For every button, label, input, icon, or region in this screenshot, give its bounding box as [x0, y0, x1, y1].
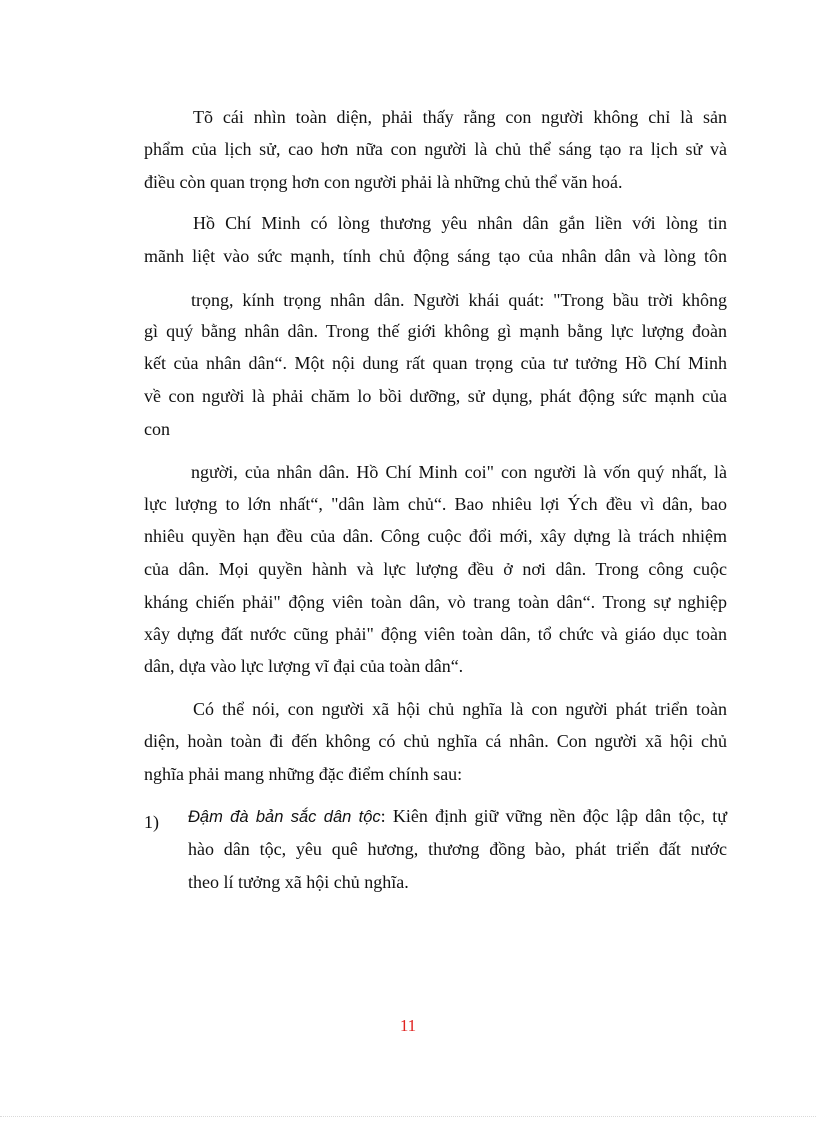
paragraph-line: Tõ cái nhìn toàn diện, phải thấy rằng con người không chỉ là sản — [193, 107, 727, 127]
paragraph-line: con — [144, 419, 170, 439]
list-text: : Kiên định giữ vững nền độc lập dân tộc, tự — [380, 806, 727, 826]
list-line: theo lí tưởng xã hội chủ nghĩa. — [188, 872, 409, 892]
paragraph-line: kháng chiến phải" động viên toàn dân, vò trang toàn dân“. Trong sự nghiệp — [144, 592, 727, 612]
paragraph-line: dân, dựa vào lực lượng vĩ đại của toàn dân“. — [144, 656, 464, 676]
list-line — [188, 805, 727, 828]
paragraph-line: Hồ Chí Minh có lòng thương yêu nhân dân gắn liền với lòng tin — [193, 213, 727, 233]
paragraph-line: xây dựng đất nước cũng phải" động viên toàn dân, tổ chức và giáo dục toàn — [144, 624, 727, 644]
page-bottom-divider — [0, 1116, 816, 1117]
paragraph-line: của dân. Mọi quyền hành và lực lượng đều ở nơi dân. Trong công cuộc — [144, 559, 727, 579]
list-number: 1) — [144, 812, 159, 832]
paragraph-line: kết của nhân dân“. Một nội dung rất quan trọng của tư tưởng Hồ Chí Minh — [144, 353, 727, 373]
list-line: hào dân tộc, yêu quê hương, thương đồng bào, phát triển đất nước — [188, 839, 727, 859]
paragraph-line: điều còn quan trọng hơn con người phải là những chủ thể văn hoá. — [144, 172, 623, 192]
paragraph-line: nhiêu quyền hạn đều của dân. Công cuộc đổi mới, xây dựng là trách nhiệm — [144, 526, 727, 546]
paragraph-line: mãnh liệt vào sức mạnh, tính chủ động sáng tạo của nhân dân và lòng tôn — [144, 246, 727, 266]
paragraph-line: phẩm của lịch sử, cao hơn nữa con người là chủ thể sáng tạo ra lịch sử và — [144, 139, 727, 159]
paragraph-line: trọng, kính trọng nhân dân. Người khái quát: "Trong bầu trời không — [191, 290, 727, 310]
page-number: 11 — [399, 1016, 417, 1035]
paragraph-line: lực lượng to lớn nhất“, "dân làm chủ“. Bao nhiêu lợi Ých đều vì dân, bao — [144, 494, 727, 514]
paragraph-line: gì quý bằng nhân dân. Trong thế giới không gì mạnh bằng lực lượng đoàn — [144, 321, 727, 341]
paragraph-line: nghĩa phải mang những đặc điểm chính sau: — [144, 764, 463, 784]
paragraph-line: diện, hoàn toàn đi đến không có chủ nghĩa cá nhân. Con người xã hội chủ — [144, 731, 727, 751]
paragraph-line: Có thể nói, con người xã hội chủ nghĩa là con người phát triển toàn — [193, 699, 727, 719]
list-term: Đậm đà bản sắc dân tộc — [188, 808, 381, 826]
paragraph-line: về con người là phải chăm lo bồi dưỡng, sử dụng, phát động sức mạnh của — [144, 386, 727, 406]
paragraph-line: người, của nhân dân. Hồ Chí Minh coi" con người là vốn quý nhất, là — [191, 462, 727, 482]
